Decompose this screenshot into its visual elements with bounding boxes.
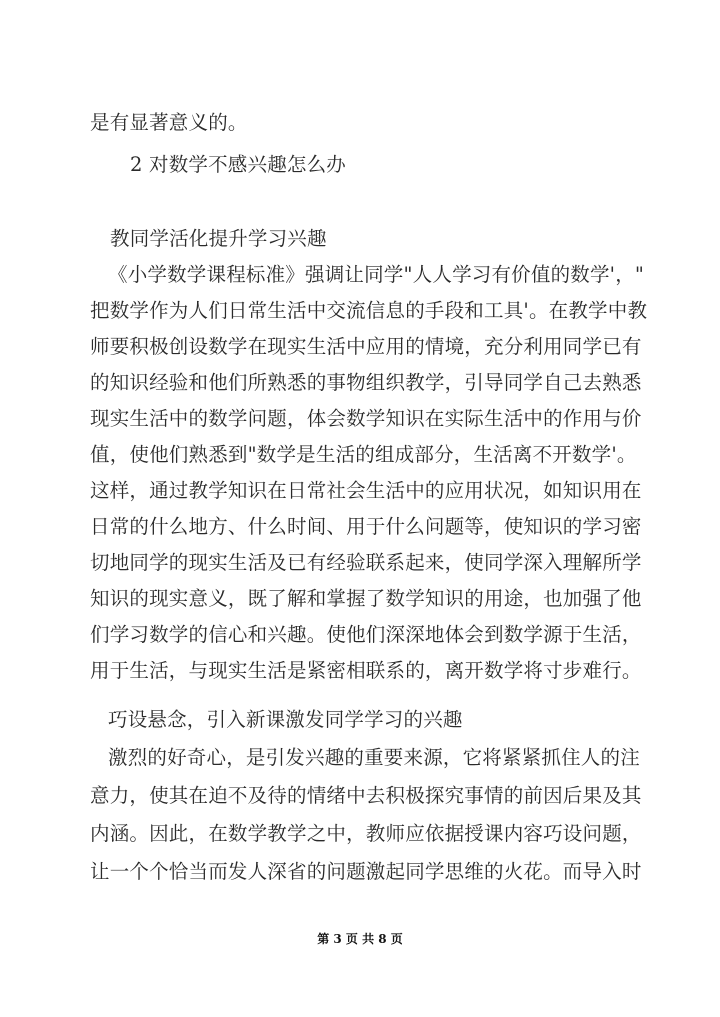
subsection-heading: 教同学活化提升学习兴趣 <box>110 227 327 250</box>
paragraph-line: 意力，使其在迫不及待的情绪中去积极探究事情的前因后果及其 <box>90 784 642 807</box>
paragraph-line: 知识的现实意义，既了解和掌握了数学知识的用途，也加强了他 <box>90 587 642 610</box>
paragraph-line: 的知识经验和他们所熟悉的事物组织教学，引导同学自己去熟悉 <box>90 371 642 394</box>
paragraph-line: 是有显著意义的。 <box>90 111 248 134</box>
page-number-footer: 第 3 页 共 8 页 <box>317 932 403 946</box>
paragraph-line: 让一个个恰当而发人深省的问题激起同学思维的火花。而导入时 <box>90 860 642 883</box>
paragraph-line: 切地同学的现实生活及已有经验联系起来，使同学深入理解所学 <box>90 551 642 574</box>
paragraph-line: 内涵。因此，在数学教学之中，教师应依据授课内容巧设问题， <box>90 822 642 845</box>
section-heading: 2 对数学不感兴趣怎么办 <box>130 153 347 176</box>
paragraph-line: 用于生活，与现实生活是紧密相联系的，离开数学将寸步难行。 <box>90 659 642 682</box>
paragraph-line: 把数学作为人们日常生活中交流信息的手段和工具'。在教学中教 <box>90 299 648 322</box>
paragraph-line: 《小学数学课程标准》强调让同学"人人学习有价值的数学'，" <box>108 263 645 286</box>
paragraph-line: 激烈的好奇心，是引发兴趣的重要来源，它将紧紧抓住人的注 <box>108 746 640 769</box>
subsection-heading: 巧设悬念，引入新课激发同学学习的兴趣 <box>108 708 463 731</box>
paragraph-line: 现实生活中的数学问题，体会数学知识在实际生活中的作用与价 <box>90 407 642 430</box>
paragraph-line: 日常的什么地方、什么时间、用于什么问题等，使知识的学习密 <box>90 515 642 538</box>
paragraph-line: 们学习数学的信心和兴趣。使他们深深地体会到数学源于生活， <box>90 623 642 646</box>
paragraph-line: 师要积极创设数学在现实生活中应用的情境，充分利用同学已有 <box>90 335 642 358</box>
paragraph-line: 值，使他们熟悉到"数学是生活的组成部分，生活离不开数学'。 <box>90 443 637 466</box>
paragraph-line: 这样，通过教学知识在日常社会生活中的应用状况，如知识用在 <box>90 479 642 502</box>
